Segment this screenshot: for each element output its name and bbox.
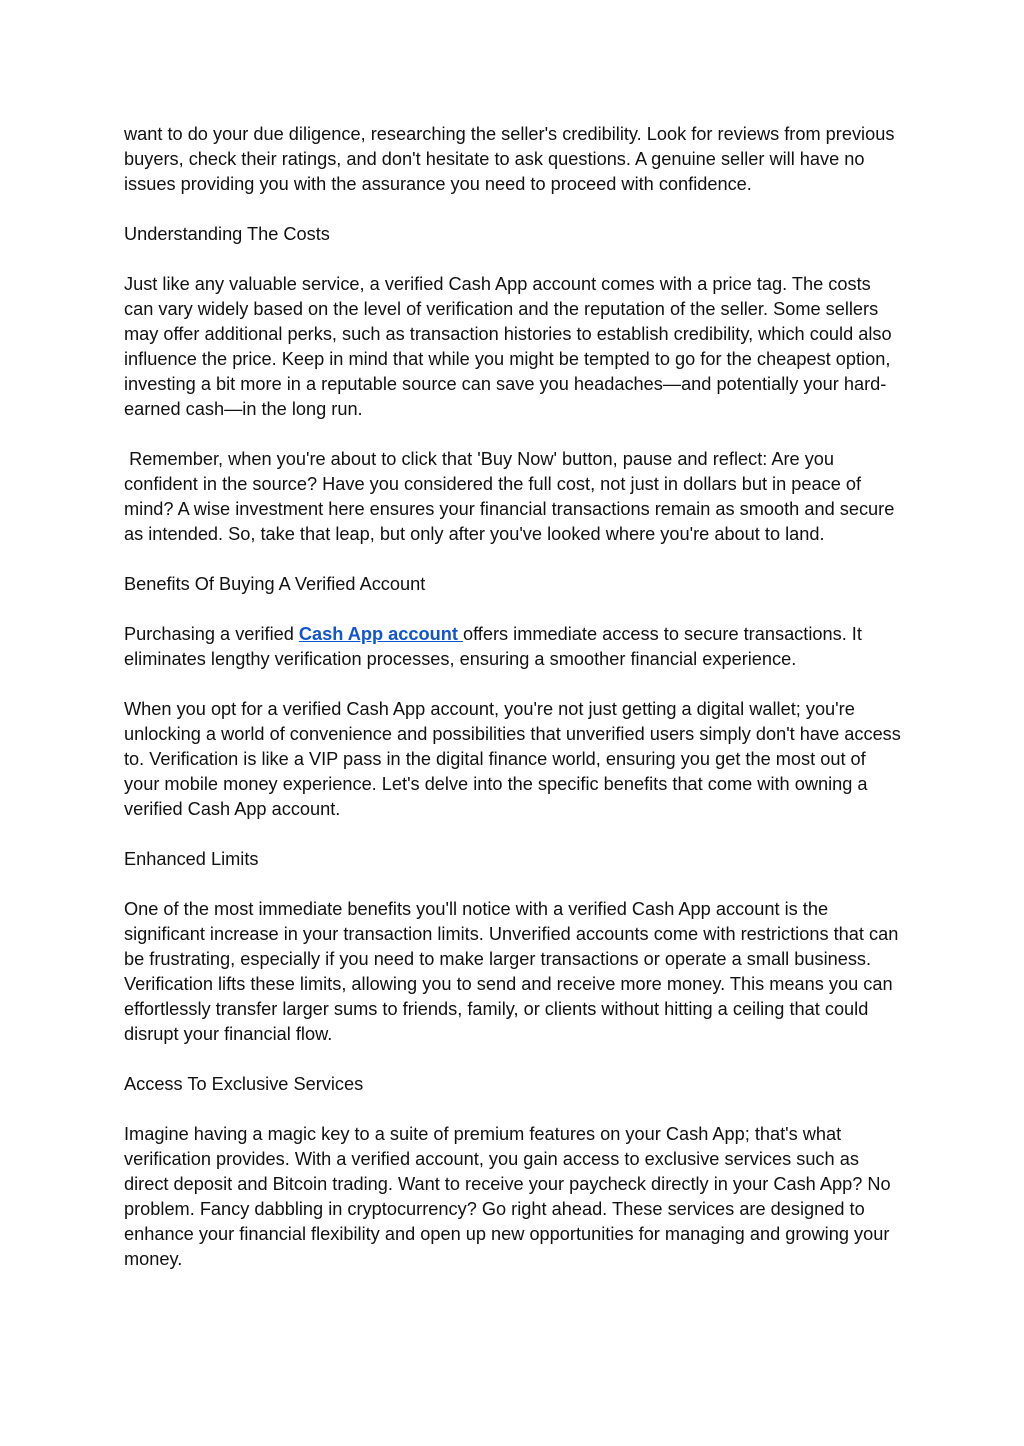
- costs-paragraph: Just like any valuable service, a verified Cash App account comes with a price tag. The costs can vary widely based on the level of verification and the reputation of the seller. Some sellers may offer additional perks, such as transaction histories to establish credibility, which could also influence the price. Keep in mind that while you might be tempted to go for the cheapest option, investing a bit more in a reputable source can save you headaches—and potentially your hard-earned cash—in the long run.: [124, 274, 892, 419]
- heading-access-to-exclusive-services: Access To Exclusive Services: [124, 1074, 364, 1094]
- cash-app-account-link[interactable]: Cash App account: [298, 624, 463, 644]
- remember-paragraph: Remember, when you're about to click that 'Buy Now' button, pause and reflect: Are you confident in the source? Have you considered the full cost, not just in dollars but in peace of mind? A wise investment here ensures your financial transactions remain as smooth and secure as intended. So, take that leap, but only after you've looked where you're about to land.: [124, 449, 900, 544]
- heading-benefits-of-buying: Benefits Of Buying A Verified Account: [124, 574, 426, 594]
- purchasing-prefix: Purchasing a verified: [124, 624, 299, 644]
- heading-enhanced-limits: Enhanced Limits: [124, 849, 259, 869]
- heading-understanding-the-costs: Understanding The Costs: [124, 224, 330, 244]
- opt-paragraph: When you opt for a verified Cash App account, you're not just getting a digital wallet; you're unlocking a world of convenience and possibilities that unverified users simply don't have access to. Verification is like a VIP pass in the digital finance world, ensuring you get the most out of your mobile money experience. Let's delve into the specific benefits that come with owning a verified Cash App account.: [124, 699, 901, 819]
- purchasing-suffix: offers immediate access to secure transactions. It eliminates lengthy verification processes, ensuring a smoother financial experience.: [124, 624, 862, 669]
- purchasing-paragraph: [124, 622, 904, 672]
- limits-paragraph: One of the most immediate benefits you'll notice with a verified Cash App account is the significant increase in your transaction limits. Unverified accounts come with restrictions that can be frustrating, especially if you need to make larger transactions or operate a small business. Verification lifts these limits, allowing you to send and receive more money. This means you can effortlessly transfer larger sums to friends, family, or clients without hitting a ceiling that could disrupt your financial flow.: [124, 899, 899, 1044]
- intro-paragraph: want to do your due diligence, researching the seller's credibility. Look for reviews from previous buyers, check their ratings, and don't hesitate to ask questions. A genuine seller will have no issues providing you with the assurance you need to proceed with confidence.: [124, 124, 895, 194]
- services-paragraph: Imagine having a magic key to a suite of premium features on your Cash App; that's what verification provides. With a verified account, you gain access to exclusive services such as direct deposit and Bitcoin trading. Want to receive your paycheck directly in your Cash App? No problem. Fancy dabbling in cryptocurrency? Go right ahead. These services are designed to enhance your financial flexibility and open up new opportunities for managing and growing your money.: [124, 1124, 891, 1269]
- document-body: [124, 122, 904, 1297]
